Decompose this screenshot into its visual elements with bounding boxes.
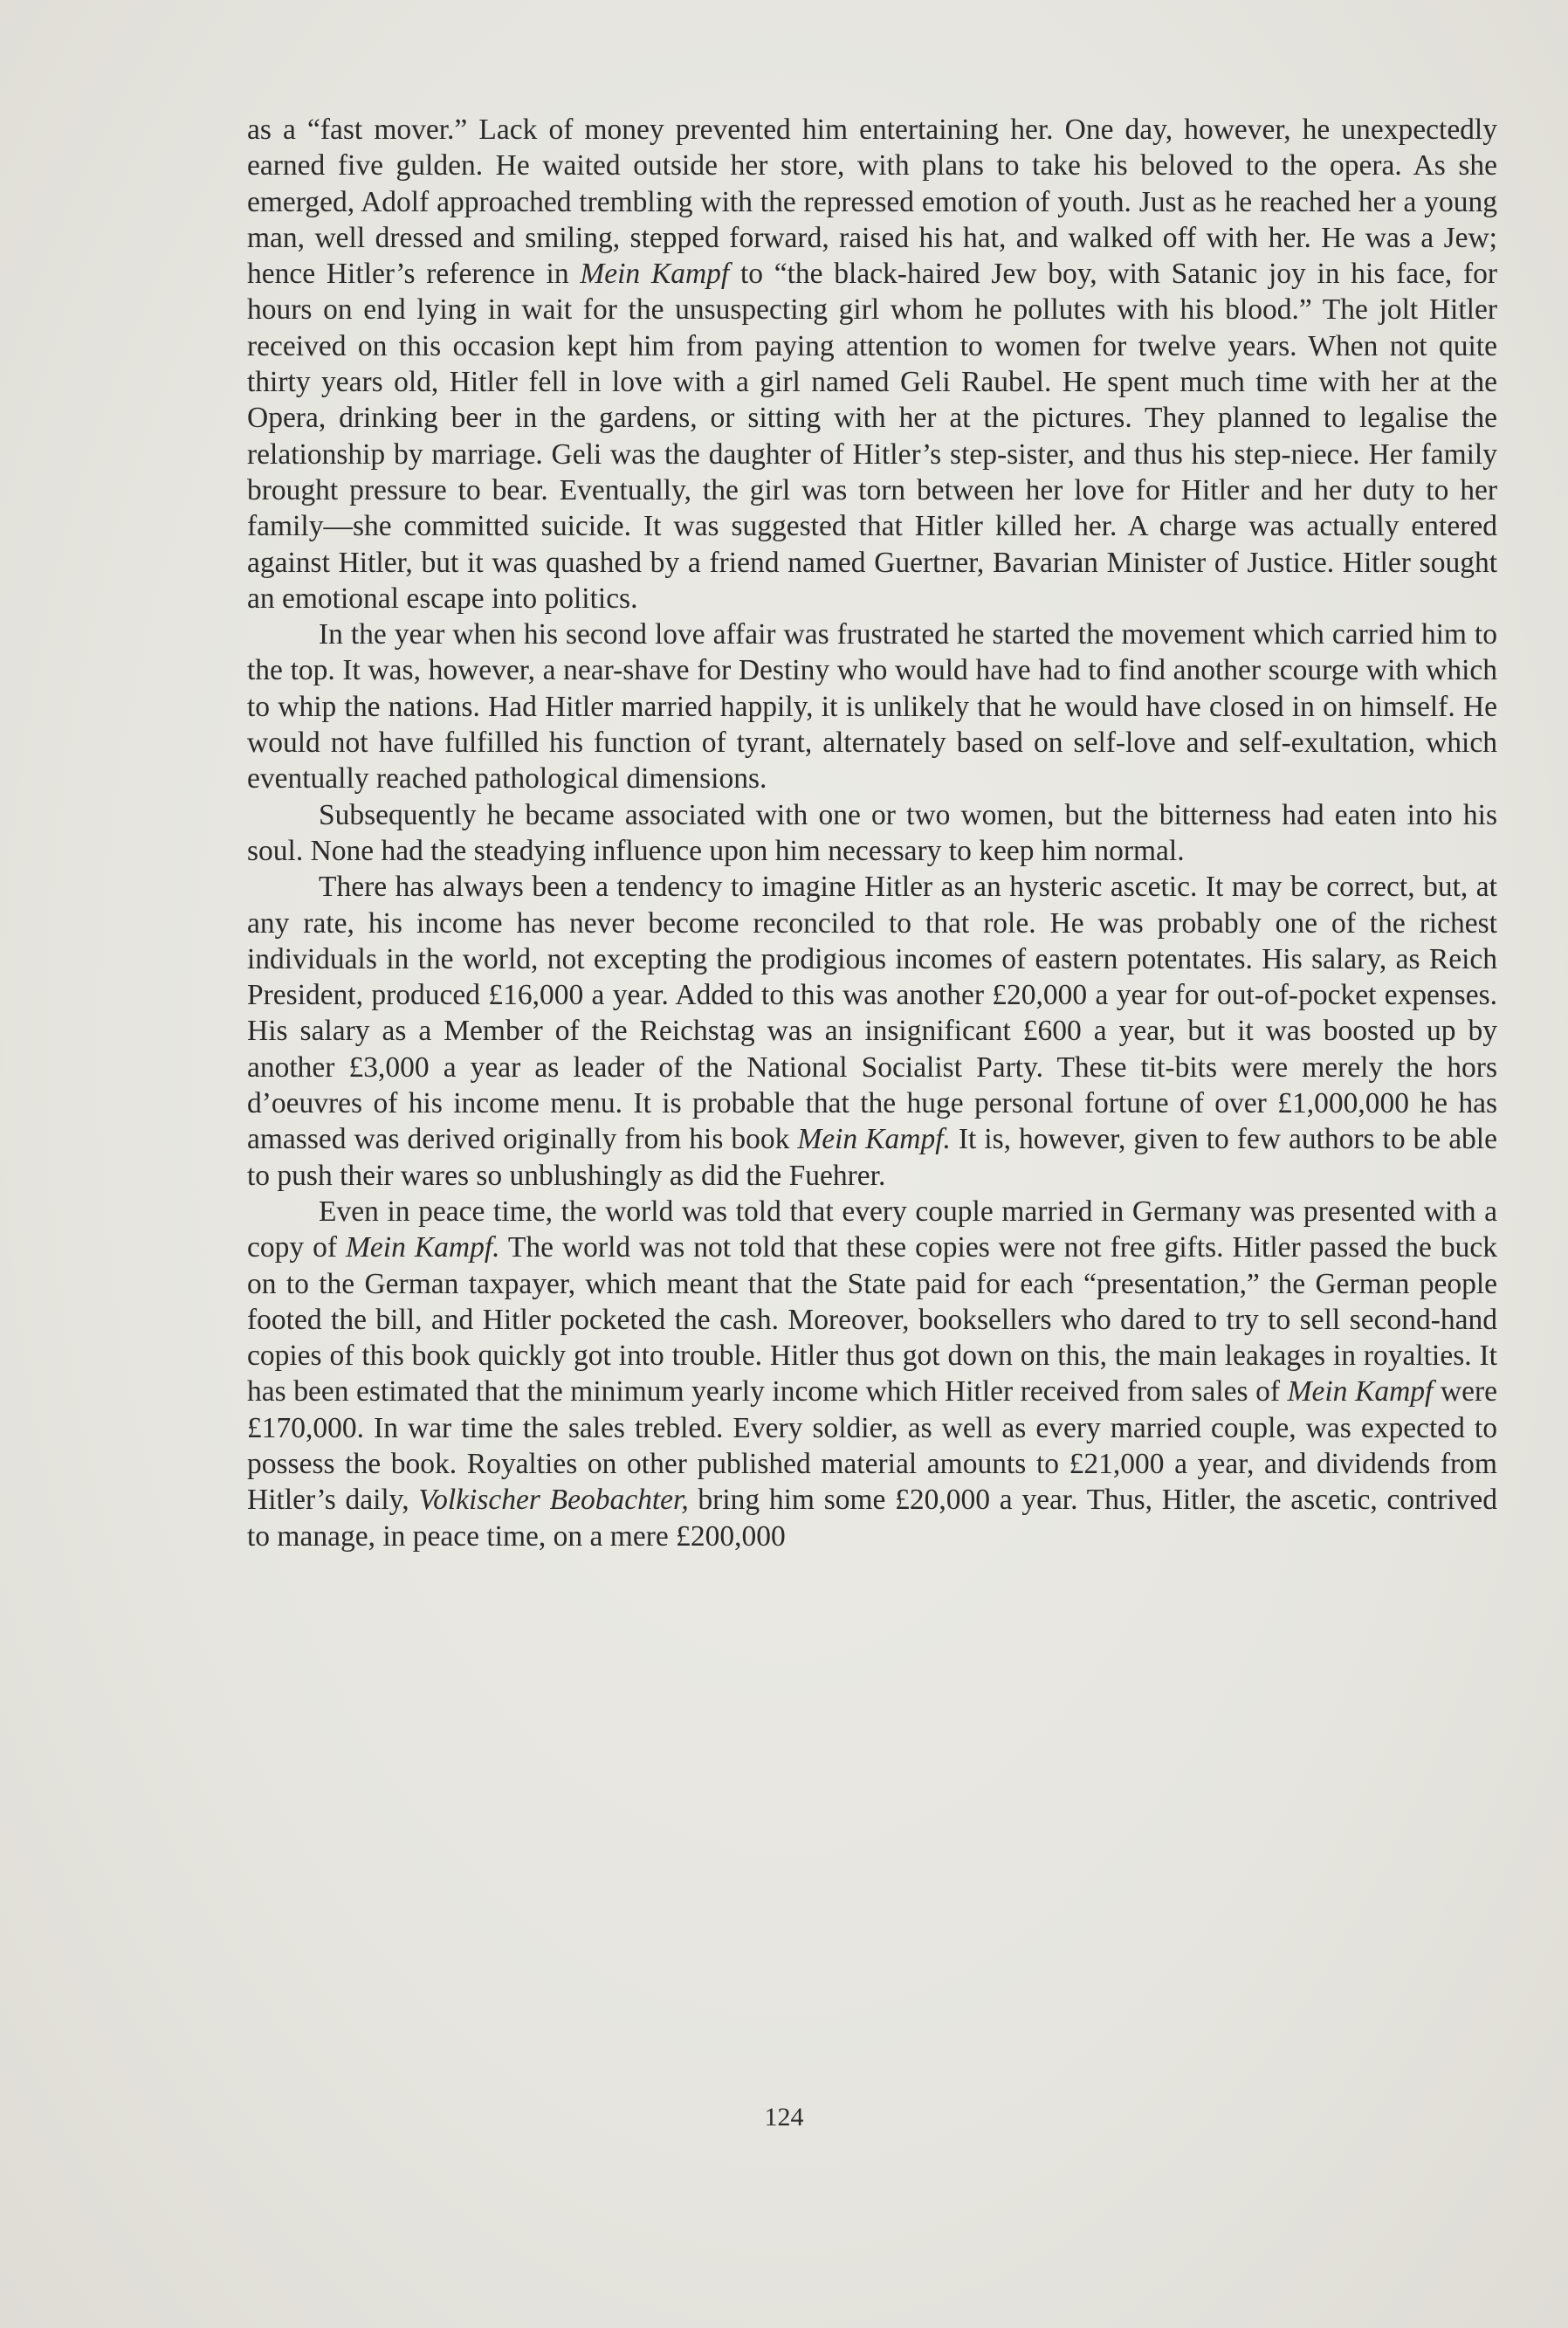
paragraph-4	[247, 869, 1497, 1194]
book-title-italic: Mein Kampf.	[346, 1231, 500, 1264]
text-segment: as a “fast mover.” Lack of money prevented him entertaining her. One day, however, he unexpectedly earned five gulden. He waited outside her store, with plans to take his beloved to the opera. As she emerged, Adolf approached trembling with the repressed emotion of youth. Just as he reached her a young man, well dressed and smiling, stepped forward, raised his hat, and walked off with her. He was a Jew; hence Hitler’s reference in	[247, 114, 1497, 291]
body-text	[247, 112, 1497, 1554]
text-segment: were £170,000. In war time the sales trebled. Every soldier, as well as every married couple, was expected to possess the book. Royalties on other published material amounts to £21,000 a year, and dividends from Hitler’s daily,	[247, 1375, 1497, 1517]
text-segment: It is, however, given to few authors to be able to push their wares so unblushingly as did the Fuehrer.	[247, 1123, 1497, 1192]
paragraph-5	[247, 1194, 1497, 1554]
paragraph-3	[247, 797, 1497, 870]
text-segment: In the year when his second love affair was frustrated he started the movement which carried him to the top. It was, however, a near-shave for Destiny who would have had to find another scourge with which to whip the nations. Had Hitler married happily, it is unlikely that he would have closed in on himself. He would not have fulfilled his function of tyrant, alternately based on self-love and self-exultation, which eventually reached pathological dimensions.	[247, 618, 1497, 796]
text-segment: There has always been a tendency to imagine Hitler as an hysteric ascetic. It may be correct, but, at any rate, his income has never become reconciled to that role. He was probably one of the richest individuals in the world, not excepting the prodigious incomes of eastern potentates. His salary, as Reich President, produced £16,000 a year. Added to this was another £20,000 a year for out-of-pocket expenses. His salary as a Member of the Reichstag was an insignificant £600 a year, but it was boosted up by another £3,000 a year as leader of the National Socialist Party. These tit-bits were merely the hors d’oeuvres of his income menu. It is probable that the huge personal fortune of over £1,000,000 he has amassed was derived originally from his book	[247, 871, 1497, 1156]
newspaper-title-italic: Volkischer Beobachter,	[418, 1484, 689, 1517]
book-title-italic: Mein Kampf	[580, 258, 730, 291]
text-segment: The world was not told that these copies were not free gifts. Hitler passed the buck on to the German taxpayer, which meant that the State paid for each “presentation,” the German people footed the bill, and Hitler pocketed the cash. Moreover, booksellers who dared to try to sell second-hand copies of this book quickly got into trouble. Hitler thus got down on this, the main leakages in royalties. It has been estimated that the minimum yearly income which Hitler received from sales of	[247, 1231, 1497, 1409]
page-number: 124	[764, 2103, 804, 2132]
book-title-italic: Mein Kampf	[1287, 1375, 1434, 1409]
text-segment: bring him some £20,000 a year. Thus, Hitler, the ascetic, contrived to manage, in peace time, on a mere £200,000	[247, 1484, 1497, 1553]
text-segment: to “the black-haired Jew boy, with Satanic joy in his face, for hours on end lying in wait for the unsuspecting girl whom he pollutes with his blood.” The jolt Hitler received on this occasion kept him from paying attention to women for twelve years. When not quite thirty years old, Hitler fell in love with a girl named Geli Raubel. He spent much time with her at the Opera, drinking beer in the gardens, or sitting with her at the pictures. They planned to legalise the relationship by marriage. Geli was the daughter of Hitler’s step-sister, and thus his step-niece. Her family brought pressure to bear. Eventually, the girl was torn between her love for Hitler and her duty to her family—she committed suicide. It was suggested that Hitler killed her. A charge was actually entered against Hitler, but it was quashed by a friend named Guertner, Bavarian Minister of Justice. Hitler sought an emotional escape into politics.	[247, 258, 1498, 615]
paragraph-1	[247, 112, 1497, 616]
paragraph-2	[247, 616, 1497, 796]
text-segment: Even in peace time, the world was told that every couple married in Germany was presented with a copy of	[247, 1195, 1497, 1264]
book-title-italic: Mein Kampf.	[797, 1123, 951, 1156]
text-segment: Subsequently he became associated with one or two women, but the bitterness had eaten into his soul. None had the steadying influence upon him necessary to keep him normal.	[247, 798, 1497, 867]
